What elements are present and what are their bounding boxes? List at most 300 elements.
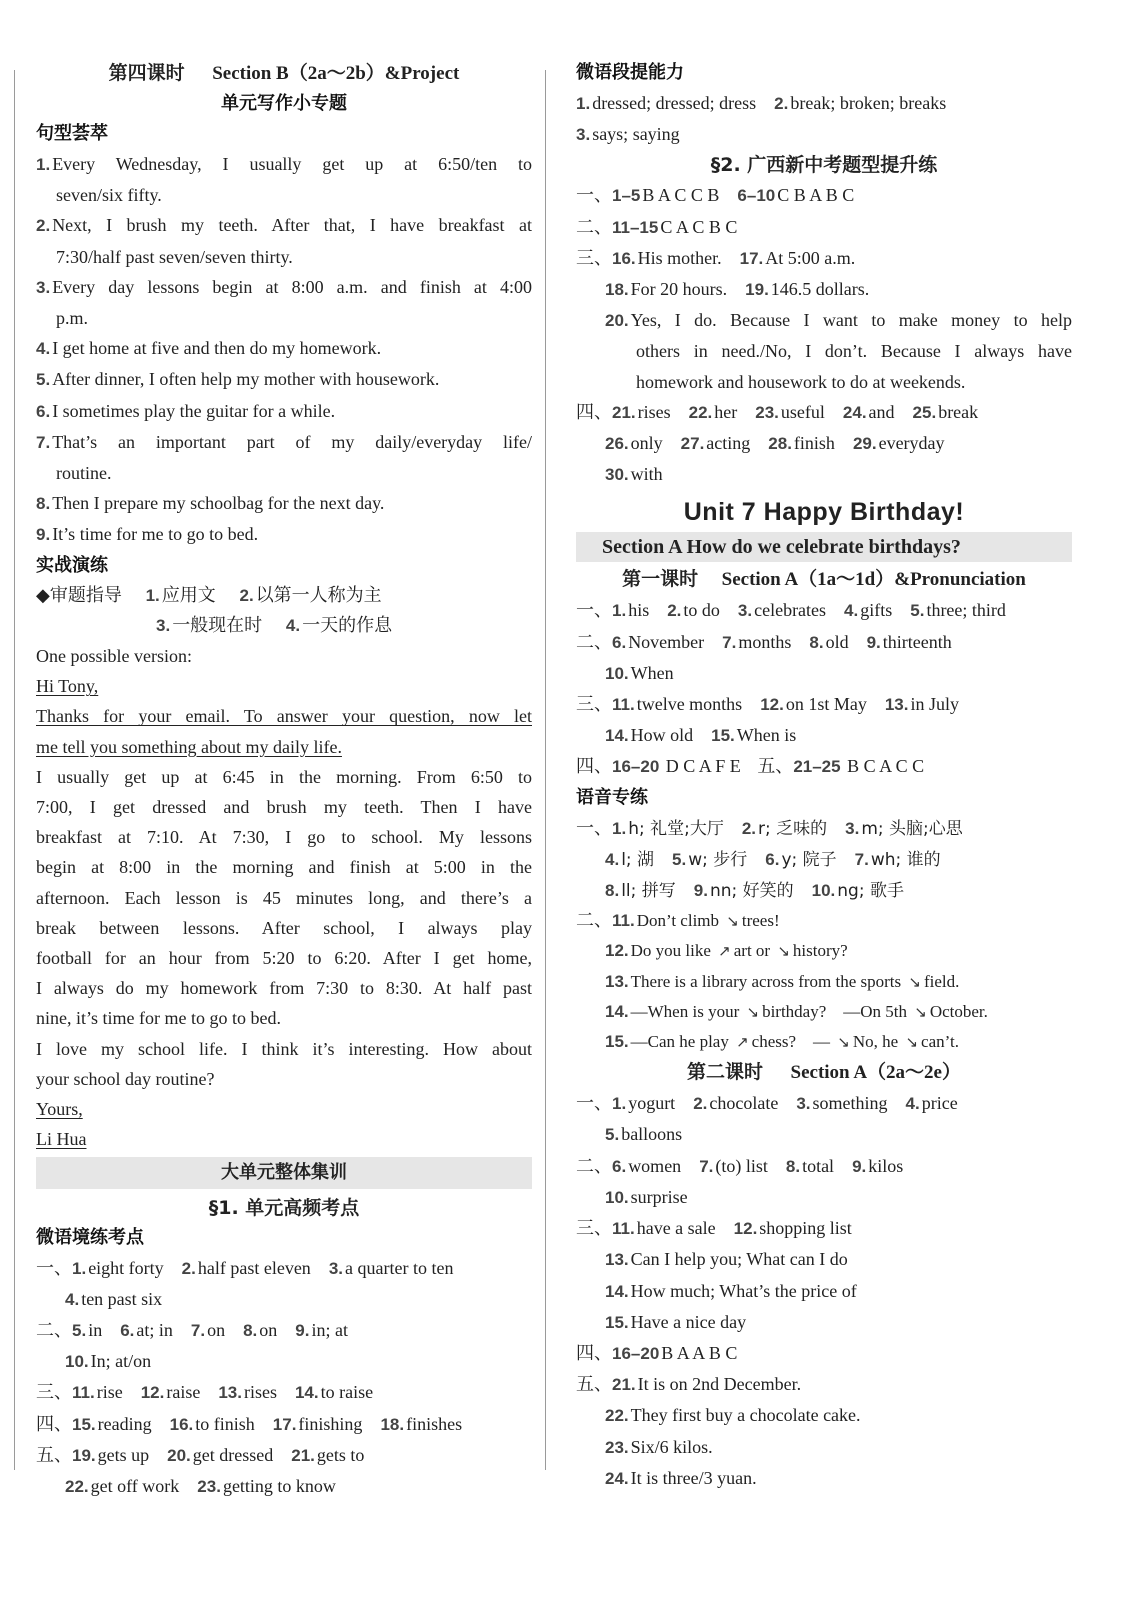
category-mark: 五、 (576, 1374, 612, 1396)
item-answer: something (812, 1093, 888, 1114)
answer-line (36, 1346, 532, 1377)
item-number: 27. (680, 434, 705, 454)
answer-line (36, 1409, 532, 1440)
item-number: 16. (612, 248, 636, 268)
item-number: 15. (72, 1414, 96, 1434)
sentence-part: trees! (741, 911, 780, 931)
sentence-text: routine. (56, 463, 112, 484)
lesson1-group-four-five: 四、16–20 D C A F E 五、21–25 B C A C C (576, 756, 925, 778)
item-number: 2. (181, 1258, 196, 1278)
item-answer: rises (637, 401, 671, 422)
item-answer: l; 湖 (621, 849, 655, 870)
item-answer: at; in (136, 1319, 173, 1340)
falling-arrow-icon: ↘ (746, 1002, 760, 1021)
item-number: 1. (612, 1094, 627, 1114)
item-answer: a quarter to ten (345, 1257, 454, 1278)
answer-line (576, 1151, 1072, 1182)
item-number: 3. (328, 1258, 343, 1278)
sentence-part: There is a library across from the sports (630, 971, 902, 991)
guide-line-1: ◆审题指导 1. 应用文 2. 以第一人称为主 (36, 584, 382, 606)
item-answer: wh; 谁的 (870, 849, 941, 870)
item-number: 2. (774, 94, 789, 113)
falling-arrow-icon: ↘ (726, 912, 739, 931)
item-answer: raise (166, 1382, 201, 1403)
item-number: 5. (672, 849, 687, 869)
falling-arrow-icon: ↘ (908, 972, 921, 991)
item-answer: in (88, 1319, 103, 1340)
item-number: 29. (852, 434, 877, 454)
item-answer: r; 乏味的 (758, 818, 828, 839)
item-answer: get off work (90, 1475, 180, 1496)
item-answer: to raise (320, 1382, 374, 1403)
category-mark: 一、 (576, 185, 612, 207)
item-answer: C B A B C (777, 185, 855, 206)
item-answer: celebrates (754, 600, 827, 621)
column-divider (545, 70, 546, 1470)
item-number: 14. (605, 726, 629, 746)
item-answer: everyday (878, 433, 945, 454)
category-mark: 二、 (576, 631, 612, 653)
answer-line (576, 1400, 1072, 1431)
item-number: 13. (605, 1250, 629, 1270)
item-number: 17. (739, 248, 764, 268)
sentence-part: art or (733, 941, 771, 961)
item-answer: kilos (868, 1155, 904, 1176)
lesson-title: 第四课时 Section B（2a～2b）&Project (108, 62, 460, 84)
answer-line (576, 689, 1072, 720)
answer-line (576, 180, 1072, 211)
item-number: 7. (722, 632, 737, 652)
item-number: 16. (169, 1414, 194, 1434)
item-answer: half past eleven (197, 1257, 311, 1278)
answer-line (36, 1315, 532, 1346)
item-number: 7. (699, 1156, 714, 1176)
item-answer: surprise (630, 1186, 688, 1207)
answer-line (576, 720, 1072, 751)
item-answer: total (802, 1155, 835, 1176)
item-number: 2. (667, 601, 682, 621)
item-number: 12. (760, 695, 784, 715)
answer-line (576, 1027, 1072, 1057)
item-number: 21. (612, 1375, 636, 1395)
item-number: 5. (72, 1320, 87, 1340)
letter-body-line: I always do my homework from 7:30 to 8:30. At half past (36, 978, 532, 999)
item-number: 18. (605, 280, 629, 300)
item-answer: to do (683, 600, 720, 621)
item-number: 19. (72, 1445, 96, 1465)
answer-line (576, 459, 1072, 490)
item-answer: (to) list (715, 1155, 768, 1176)
letter-body-line: breakfast at 7:10. At 7:30, I go to school. My lessons (36, 827, 532, 848)
answer-line (576, 936, 1072, 966)
falling-arrow-icon: ↘ (837, 1033, 850, 1052)
answer-line (576, 1088, 1072, 1119)
sentence-part: Do you like (630, 941, 711, 961)
item-number: 24. (605, 1468, 629, 1488)
answer-line (576, 305, 1072, 336)
item-answer: his (628, 600, 650, 621)
sentence-text: I get home at five and then do my homework. (52, 338, 382, 359)
answer-line (576, 212, 1072, 243)
letter-body-line: begin at 8:00 in the morning and finish at 5:00 in the (36, 857, 532, 878)
item-number: 13. (218, 1383, 242, 1403)
item-answer: rise (96, 1382, 123, 1403)
letter-opening-2: me tell you something about my daily life. (36, 736, 342, 757)
item-answer: B A C C B (642, 185, 720, 206)
item-answer: have a sale (636, 1218, 716, 1239)
sentence-number: 3. (36, 277, 51, 297)
category-mark: 四、 (576, 1342, 612, 1364)
item-number: 1. (576, 94, 591, 113)
item-answer: balloons (621, 1124, 683, 1145)
item-answer: old (825, 631, 849, 652)
answer-line (576, 1463, 1072, 1494)
item-number: 2. (693, 1094, 708, 1114)
question-20-answer (576, 305, 1072, 397)
sentence-text: Every Wednesday, I usually get up at 6:50/ten to (52, 154, 532, 174)
item-answer: yogurt (628, 1093, 676, 1114)
answer-line (576, 906, 1072, 936)
item-number: 11. (612, 1219, 635, 1239)
heading-phonetics: 语音专练 (576, 786, 648, 808)
item-answer: gifts (860, 600, 893, 621)
sentence-line (36, 364, 532, 395)
item-answer: B A A B C (661, 1342, 738, 1363)
item-answer: m; 头脑;心思 (861, 818, 963, 839)
item-answer: useful (780, 401, 825, 422)
item-answer: twelve months (636, 694, 743, 715)
answer-line (576, 336, 1072, 366)
s1-title: §1. 单元高频考点 (208, 1196, 360, 1219)
category-mark: 三、 (576, 1218, 612, 1240)
item-answer: in; at (311, 1319, 348, 1340)
answer-line (36, 1471, 532, 1502)
sentence-text: It’s time for me to go to bed. (52, 524, 259, 545)
item-answer: gets to (316, 1444, 365, 1465)
heading-practice: 实战演练 (36, 554, 108, 576)
item-answer: At 5:00 a.m. (765, 247, 856, 268)
sentence-line (36, 427, 532, 458)
item-number: 6. (120, 1320, 135, 1340)
item-answer: in July (910, 694, 959, 715)
item-answer: h; 礼堂;大厅 (628, 818, 724, 839)
answer-line (576, 844, 1072, 875)
left-margin-rule (14, 70, 15, 1470)
answer-line (576, 1182, 1072, 1213)
item-number: 15. (605, 1312, 629, 1332)
letter-closing-2: your school day routine? (36, 1068, 215, 1089)
sentence-part: —When is your (630, 1001, 740, 1021)
answer-line (576, 1369, 1072, 1400)
sentence-text: Every day lessons begin at 8:00 a.m. and finish at 4:00 (52, 276, 532, 297)
category-mark: 五、 (36, 1444, 72, 1466)
category-mark: 一、 (36, 1257, 72, 1279)
lesson1-title: 第一课时 Section A（1a～1d）&Pronunciation (622, 568, 1026, 591)
item-number: 21. (612, 402, 636, 422)
phonetics-part-one (576, 813, 1072, 907)
item-number: 1. (612, 818, 627, 838)
item-number: 2. (741, 818, 757, 838)
item-number: 6. (612, 632, 627, 652)
item-number: 20. (167, 1445, 191, 1465)
item-number: 4. (605, 849, 620, 869)
lesson2-title: 第二课时 Section A（2a～2e） (687, 1061, 961, 1084)
lesson2-answer-groups (576, 1088, 1072, 1494)
sentence-part: No, he (852, 1032, 899, 1052)
item-number: 6–10 (737, 186, 776, 206)
sentence-line (36, 149, 532, 180)
item-answer: For 20 hours. (630, 279, 728, 300)
item-answer: It is three/3 yuan. (630, 1467, 757, 1488)
item-number: 14. (294, 1383, 319, 1403)
item-number: 11. (72, 1383, 95, 1403)
category-mark: 一、 (576, 1093, 612, 1115)
falling-arrow-icon: ↘ (914, 1002, 927, 1021)
sentence-line (36, 303, 532, 333)
sentence-part: can’t. (921, 1032, 959, 1052)
item-answer: on (207, 1319, 226, 1340)
item-answer: Six/6 kilos. (630, 1436, 713, 1457)
answer-line (36, 1253, 532, 1284)
item-number: 14. (605, 1001, 629, 1021)
letter-body-line: I usually get up at 6:45 in the morning. From 6:50 to (36, 766, 532, 787)
left-column (36, 58, 532, 1502)
item-number: 19. (745, 280, 769, 300)
sentence-number: 9. (36, 525, 51, 545)
answer-line (576, 1307, 1072, 1338)
letter-closing-1: I love my school life. I think it’s interesting. How about (36, 1038, 532, 1059)
item-answer: women (628, 1155, 682, 1176)
answer-text: others in need./No, I don’t. Because I always have (636, 341, 1072, 362)
item-answer: ll; 拼写 (621, 881, 676, 902)
item-answer: gets up (97, 1444, 150, 1465)
answer-line (576, 875, 1072, 906)
answer-line (576, 367, 1072, 397)
answer-line (576, 397, 1072, 428)
item-answer: In; at/on (90, 1351, 152, 1372)
right-column (576, 58, 1072, 1494)
answer-line (576, 428, 1072, 459)
answer-line (576, 595, 1072, 626)
item-number: 15. (605, 1032, 629, 1052)
unit-training-band: 大单元整体集训 (36, 1157, 532, 1189)
item-number: 8. (809, 632, 824, 652)
item-number: 22. (688, 402, 713, 422)
sentence-number: 6. (36, 401, 51, 421)
phonetics-part-two (576, 906, 1072, 1057)
item-answer: months (738, 631, 792, 652)
heading-sentences: 句型荟萃 (36, 123, 108, 144)
sentence-text: I sometimes play the guitar for a while. (52, 400, 336, 421)
rising-arrow-icon: ↗ (736, 1033, 749, 1052)
item-number: 4. (905, 1094, 920, 1114)
item-number: 10. (605, 1187, 629, 1207)
letter-signature: Li Hua (36, 1129, 87, 1150)
item-answer: They first buy a chocolate cake. (630, 1405, 861, 1426)
answer-text: homework and housework to do at weekends. (636, 371, 966, 392)
item-answer: finish (793, 433, 835, 454)
item-answer: How much; What’s the price of (630, 1280, 857, 1301)
guide-line-2: 3. 一般现在时 4. 一天的作息 (156, 614, 393, 636)
sentence-line (36, 210, 532, 241)
sentence-number: 1. (36, 155, 51, 174)
item-number: 4. (65, 1289, 80, 1309)
sentence-part: field. (923, 971, 960, 991)
rising-arrow-icon: ↗ (718, 942, 731, 961)
item-number: 26. (605, 434, 629, 454)
answer-line (576, 658, 1072, 689)
item-number: 5. (910, 601, 925, 621)
item-number: 14. (605, 1281, 629, 1301)
item-number: 3. (737, 601, 753, 621)
item-answer: break; broken; breaks (790, 93, 947, 113)
item-number: 24. (842, 402, 867, 422)
sentence-line (36, 242, 532, 272)
category-mark: 四、 (576, 401, 612, 423)
unit-title: Unit 7 Happy Birthday! (683, 498, 965, 527)
item-number: 11–15 (612, 217, 659, 237)
letter-body (36, 762, 532, 1034)
item-answer: and (868, 401, 895, 422)
letter-body-line: afternoon. Each lesson is 45 minutes long, and there’s a (36, 887, 532, 908)
item-answer: It is on 2nd December. (637, 1374, 802, 1395)
falling-arrow-icon: ↘ (777, 942, 790, 961)
answer-line (576, 1276, 1072, 1307)
item-answer: on (259, 1319, 278, 1340)
item-answer: rises (243, 1382, 277, 1403)
item-answer: says; saying (592, 124, 680, 145)
item-number: 12. (140, 1383, 165, 1403)
sentence-part: birthday? —On 5th (762, 1001, 908, 1021)
item-answer: 146.5 dollars. (770, 279, 870, 300)
answer-text: Yes, I do. Because I want to make money to help (630, 310, 1072, 331)
sentence-text: Next, I brush my teeth. After that, I have breakfast at (52, 215, 532, 236)
item-answer: reading (97, 1413, 152, 1434)
sentence-line (36, 333, 532, 364)
category-mark: 二、 (576, 216, 612, 238)
letter-body-line: 7:00, I get dressed and brush my teeth. Then I have (36, 797, 532, 818)
item-number: 18. (380, 1414, 405, 1434)
s2-group-four (576, 397, 1072, 491)
category-mark: 二、 (576, 1155, 612, 1177)
answer-line (36, 1440, 532, 1471)
sentence-line (36, 458, 532, 488)
item-number: 23. (755, 402, 779, 422)
item-answer: price (921, 1093, 958, 1114)
item-answer: C A C B C (660, 216, 738, 237)
item-answer: three; third (926, 600, 1006, 621)
sentence-part: Don’t climb (636, 911, 720, 931)
item-number: 15. (711, 726, 735, 746)
item-answer: Have a nice day (630, 1311, 747, 1332)
item-answer: ng; 歌手 (837, 881, 904, 902)
sentence-part: history? (792, 941, 848, 961)
item-number: 10. (605, 663, 629, 683)
item-number: 12. (733, 1219, 758, 1239)
item-answer: When is (736, 725, 797, 746)
s2-answer-groups (576, 180, 1072, 305)
category-mark: 一、 (576, 817, 612, 839)
guide-label: ◆审题指导 (36, 584, 122, 606)
item-number: 10. (65, 1352, 89, 1372)
item-answer: her (714, 401, 738, 422)
item-number: 8. (605, 881, 620, 901)
item-number: 9. (295, 1320, 310, 1340)
item-number: 30. (605, 465, 629, 485)
letter-signoff: Yours, (36, 1099, 83, 1120)
category-mark: 二、 (576, 910, 612, 932)
answer-line (576, 243, 1072, 274)
answer-line (576, 1119, 1072, 1150)
s1-heading: 微语境练考点 (36, 1226, 144, 1248)
heading-ability: 微语段提能力 (576, 62, 684, 83)
possible-version-label: One possible version: (36, 646, 192, 667)
item-number: 17. (272, 1414, 297, 1434)
item-answer: to finish (195, 1413, 255, 1434)
item-number: 9. (866, 632, 881, 652)
answer-line (576, 997, 1072, 1027)
item-number: 7. (190, 1320, 206, 1340)
item-answer: getting to know (222, 1475, 336, 1496)
item-number: 13. (605, 971, 629, 991)
item-answer: chocolate (709, 1093, 779, 1114)
falling-arrow-icon: ↘ (905, 1033, 919, 1052)
item-answer: only (630, 433, 663, 454)
item-number: 12. (605, 941, 629, 961)
sentence-number: 7. (36, 432, 51, 452)
sentence-number: 5. (36, 370, 51, 390)
item-number: 7. (854, 849, 869, 869)
item-number: 16–20 (612, 1343, 660, 1363)
item-answer: y; 院子 (781, 849, 837, 870)
item-answer: shopping list (759, 1218, 852, 1239)
item-number: 9. (852, 1156, 867, 1176)
sentence-line (36, 272, 532, 303)
item-answer: finishing (298, 1413, 363, 1434)
sentence-text: After dinner, I often help my mother with housework. (52, 369, 440, 390)
item-answer: eight forty (88, 1257, 164, 1278)
answer-line (576, 274, 1072, 305)
answer-line (576, 1432, 1072, 1463)
letter-opening-1: Thanks for your email. To answer your question, now let (36, 706, 532, 727)
item-answer: acting (706, 433, 751, 454)
letter-body-line: football for an hour from 5:20 to 6:20. After I get home, (36, 948, 532, 969)
item-number: 13. (884, 695, 909, 715)
sentence-part: —Can he play (630, 1032, 729, 1052)
item-number: 4. (844, 601, 859, 621)
sentence-part: chess? — (751, 1032, 831, 1052)
item-answer: thirteenth (882, 631, 952, 652)
item-answer: break (938, 401, 979, 422)
item-number: 6. (612, 1156, 627, 1176)
item-answer: When (630, 662, 674, 683)
item-number: 6. (765, 849, 780, 869)
item-answer: on 1st May (785, 694, 867, 715)
sentence-text: p.m. (56, 308, 89, 329)
sentence-text: 7:30/half past seven/seven thirty. (56, 246, 293, 267)
sentence-text: That’s an important part of my daily/everyday life/ (52, 431, 532, 452)
category-mark: 二、 (36, 1319, 72, 1341)
item-number: 8. (785, 1156, 801, 1176)
sentence-line (36, 180, 532, 210)
item-answer: w; 步行 (688, 849, 748, 870)
answer-line (576, 627, 1072, 658)
sentence-number: 2. (36, 216, 51, 236)
item-number: 3. (845, 818, 860, 838)
item-number: 11. (612, 695, 635, 715)
category-mark: 三、 (576, 694, 612, 716)
category-mark: 一、 (576, 600, 612, 622)
